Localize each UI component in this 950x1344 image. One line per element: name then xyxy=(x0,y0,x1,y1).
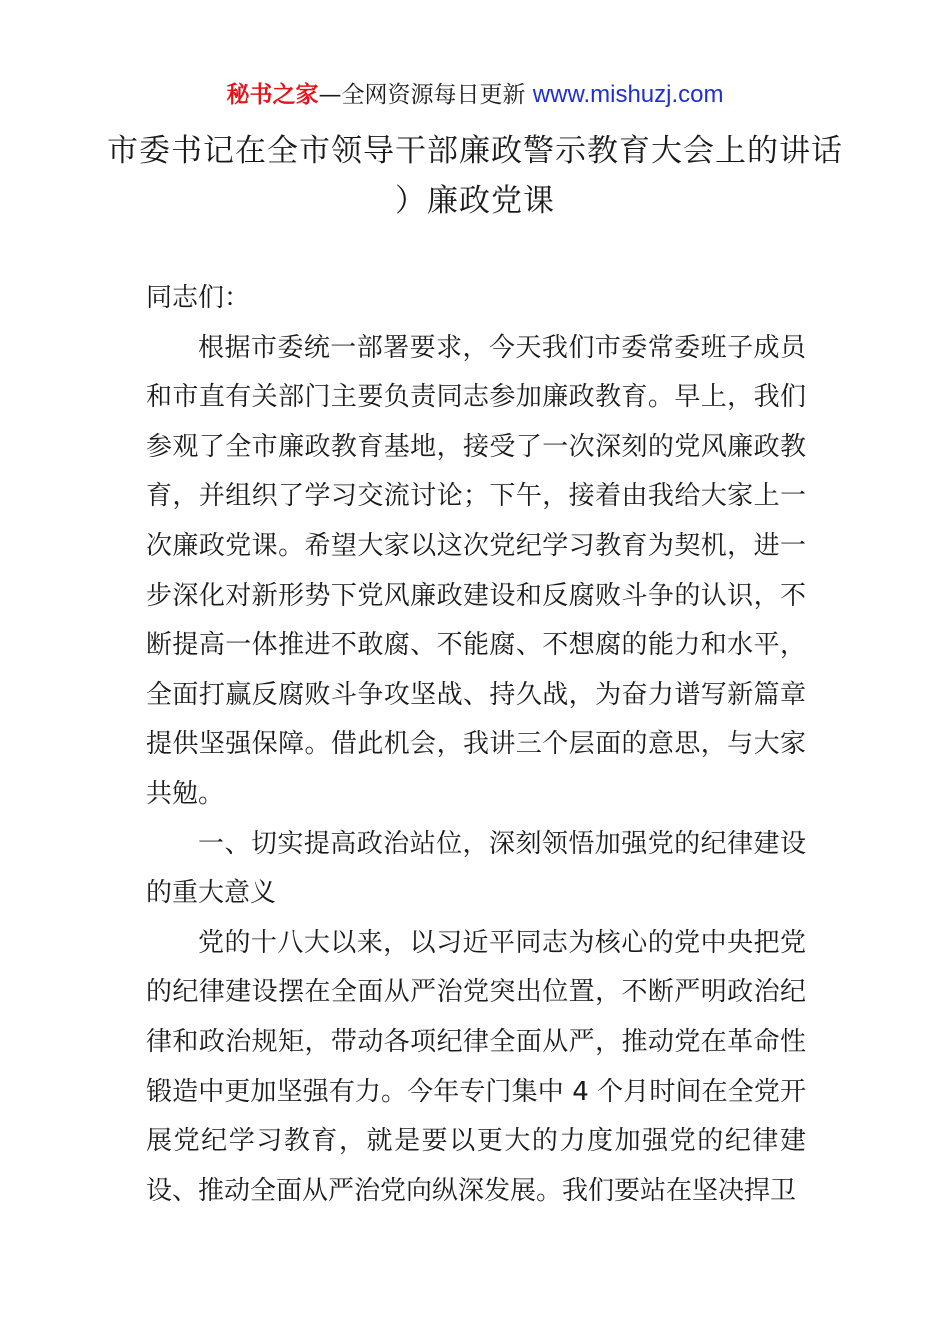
site-header xyxy=(0,78,950,112)
site-url-link[interactable]: www.mishuzj.com xyxy=(532,81,724,108)
paragraph-intro: 根据市委统一部署要求，今天我们市委常委班子成员和市直有关部门主要负责同志参加廉政教育。早上，我们参观了全市廉政教育基地，接受了一次深刻的党风廉政教育，并组织了学习交流讨论；下午，接着由我给大家上一次廉政党课。希望大家以这次党纪学习教育为契机，进一步深化对新形势下党风廉政建设和反腐败斗争的认识，不断提高一体推进不敢腐、不能腐、不想腐的能力和水平，全面打赢反腐败斗争攻坚战、持久战，为奋力谱写新篇章提供坚强保障。借此机会，我讲三个层面的意思，与大家共勉。 xyxy=(146,332,806,809)
header-tagline: —全网资源每日更新 xyxy=(318,82,533,108)
document-title: 市委书记在全市领导干部廉政警示教育大会上的讲话 ）廉政党课 xyxy=(107,133,843,219)
section-heading-1: 一、切实提高政治站位，深刻领悟加强党的纪律建设的重大意义 xyxy=(146,828,806,909)
paragraph-section-1: 党的十八大以来，以习近平同志为核心的党中央把党的纪律建设摆在全面从严治党突出位置，不断严明政治纪律和政治规矩，带动各项纪律全面从严，推动党在革命性锻造中更加坚强有力。今年专门集中 4 个月时间在全党开展党纪学习教育，就是要以更大的力度加强党的纪律建设、推动全面从严治党向纵深发展。我们要站在坚决捍卫 xyxy=(146,927,806,1206)
salutation: 同志们： xyxy=(146,283,251,313)
document-body xyxy=(146,274,806,1216)
brand-name: 秘书之家 xyxy=(226,82,319,108)
